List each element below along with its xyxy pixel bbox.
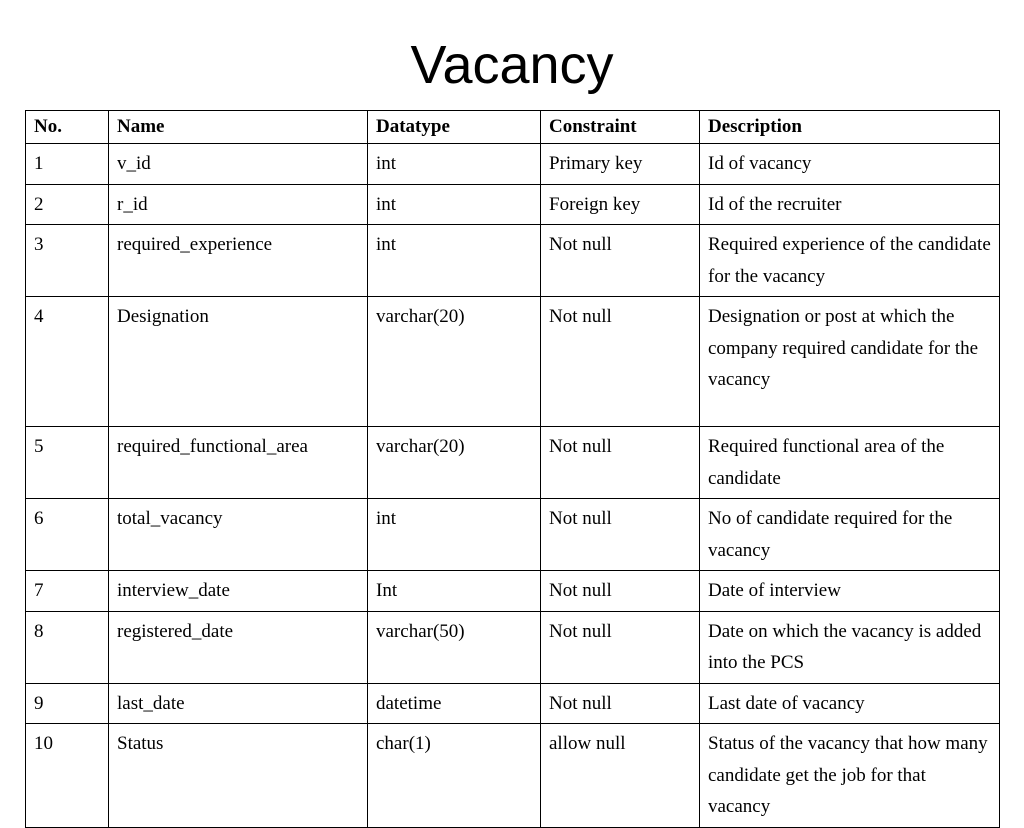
header-datatype: Datatype [368,111,541,144]
cell-datatype: Int [368,571,541,612]
cell-datatype: varchar(50) [368,611,541,683]
cell-name: Designation [109,297,368,427]
cell-name: last_date [109,683,368,724]
cell-name: required_functional_area [109,427,368,499]
cell-no: 3 [26,225,109,297]
table-row [26,144,1000,185]
cell-datatype: int [368,184,541,225]
table-header-row [26,111,1000,144]
table-row [26,611,1000,683]
table-row [26,683,1000,724]
cell-name: required_experience [109,225,368,297]
cell-description: Id of the recruiter [700,184,1000,225]
vacancy-schema-table [25,110,1000,828]
cell-no: 4 [26,297,109,427]
cell-no: 6 [26,499,109,571]
cell-name: Status [109,724,368,828]
cell-description: Designation or post at which the company required candidate for the vacancy [700,297,1000,427]
cell-constraint: Foreign key [541,184,700,225]
cell-description: Required experience of the candidate for the vacancy [700,225,1000,297]
cell-no: 8 [26,611,109,683]
cell-datatype: char(1) [368,724,541,828]
cell-name: registered_date [109,611,368,683]
table-row [26,724,1000,828]
table-row [26,571,1000,612]
cell-constraint: Not null [541,297,700,427]
cell-description: Status of the vacancy that how many candidate get the job for that vacancy [700,724,1000,828]
cell-name: v_id [109,144,368,185]
cell-constraint: Not null [541,225,700,297]
cell-datatype: int [368,225,541,297]
header-constraint: Constraint [541,111,700,144]
slide-title: Vacancy [410,35,614,95]
cell-constraint: Not null [541,611,700,683]
cell-no: 10 [26,724,109,828]
header-name: Name [109,111,368,144]
cell-no: 2 [26,184,109,225]
cell-description: Date of interview [700,571,1000,612]
cell-no: 1 [26,144,109,185]
cell-constraint: Not null [541,683,700,724]
cell-datatype: int [368,499,541,571]
cell-no: 9 [26,683,109,724]
cell-description: No of candidate required for the vacancy [700,499,1000,571]
cell-name: r_id [109,184,368,225]
header-description: Description [700,111,1000,144]
cell-name: interview_date [109,571,368,612]
cell-constraint: Not null [541,427,700,499]
cell-description: Date on which the vacancy is added into the PCS [700,611,1000,683]
cell-constraint: Primary key [541,144,700,185]
table-row [26,427,1000,499]
cell-constraint: Not null [541,571,700,612]
header-no: No. [26,111,109,144]
cell-description: Required functional area of the candidate [700,427,1000,499]
cell-datatype: int [368,144,541,185]
cell-name: total_vacancy [109,499,368,571]
cell-constraint: allow null [541,724,700,828]
table-row [26,297,1000,427]
table-row [26,225,1000,297]
cell-no: 7 [26,571,109,612]
cell-constraint: Not null [541,499,700,571]
table-row [26,499,1000,571]
cell-datatype: datetime [368,683,541,724]
table-row [26,184,1000,225]
cell-datatype: varchar(20) [368,427,541,499]
cell-no: 5 [26,427,109,499]
cell-datatype: varchar(20) [368,297,541,427]
cell-description: Id of vacancy [700,144,1000,185]
cell-description: Last date of vacancy [700,683,1000,724]
